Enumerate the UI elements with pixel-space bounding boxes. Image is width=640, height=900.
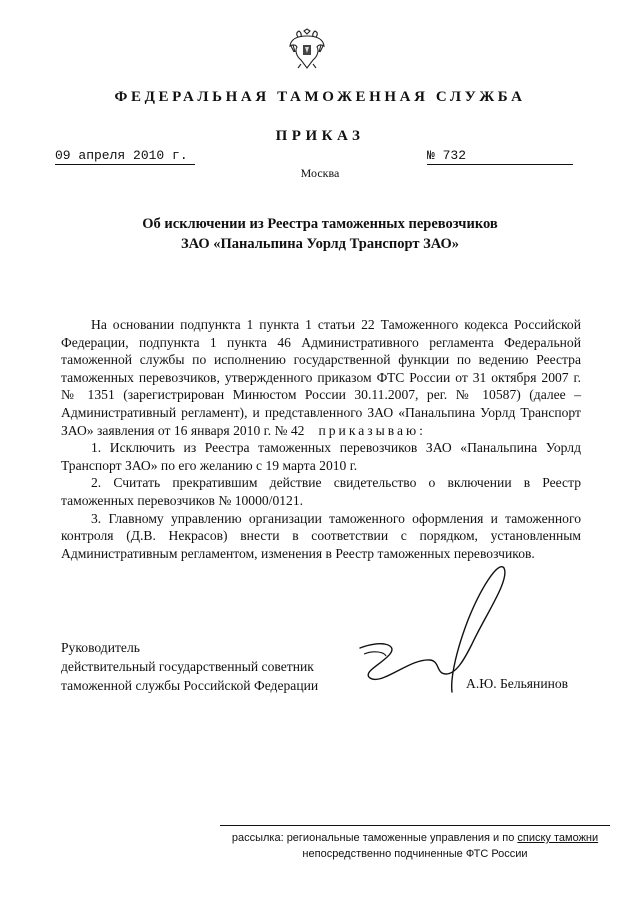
signatory-service: таможенной службы Российской Федерации: [61, 678, 319, 693]
order-word: приказываю:: [318, 422, 426, 438]
order-item-2: 2. Считать прекратившим действие свидетельство о включении в Реестр таможенных перевозчиков № 10000/0121.: [61, 475, 581, 508]
document-type: ПРИКАЗ: [275, 128, 365, 144]
coat-of-arms-icon: [287, 28, 327, 72]
document-body: [61, 316, 581, 562]
order-item-1: 1. Исключить из Реестра таможенных перевозчиков ЗАО «Панальпина Уорлд Транспорт ЗАО» по его желанию с 19 марта 2010 г.: [61, 440, 581, 473]
order-item-3: 3. Главному управлению организации таможенного оформления и таможенного контроля (Д.В. Некрасов) внести в соответствии с порядком, установленным Административным регламентом, изменения в Реестр таможенных перевозчиков.: [61, 510, 581, 561]
title-line-2: ЗАО «Панальпина Уорлд Транспорт ЗАО»: [180, 236, 460, 252]
preamble-paragraph: [61, 316, 581, 439]
signatory-name: А.Ю. Бельянинов: [466, 676, 569, 691]
document-date: 09 апреля 2010 г.: [55, 148, 195, 165]
agency-name: ФЕДЕРАЛЬНАЯ ТАМОЖЕННАЯ СЛУЖБА: [114, 89, 526, 105]
document-title: [0, 214, 640, 254]
distribution-line-1: [220, 830, 610, 846]
title-line-1: Об исключении из Реестра таможенных перевозчиков: [142, 216, 498, 232]
distribution-line-2: непосредственно подчиненные ФТС России: [302, 848, 528, 860]
preamble-text: На основании подпункта 1 пункта 1 статьи 22 Таможенного кодекса Российской Федерации, подпункта 1 пункта 46 Административного регламента Федеральной таможенной службы по исполнению государственной функции по ведению Реестра таможенных перевозчиков, утвержденного приказом ФТС России от 31 октября 2007 г. № 1351 (зарегистрирован Минюстом России 30.11.2007, рег. № 10587) (далее – Административный регламент), и представленного ЗАО «Панальпина Уорлд Транспорт ЗАО» заявления от 16 января 2010 г. № 42: [61, 317, 581, 438]
signatory-rank: действительный государственный советник: [61, 659, 314, 674]
document-city: Москва: [300, 166, 340, 180]
document-number: № 732: [427, 148, 573, 165]
distribution-prefix: рассылка: региональные таможенные управления и по: [231, 832, 515, 844]
signatory-position: Руководитель: [61, 640, 140, 655]
distribution-note: [220, 825, 610, 862]
distribution-list-link[interactable]: списку таможни: [517, 832, 599, 844]
